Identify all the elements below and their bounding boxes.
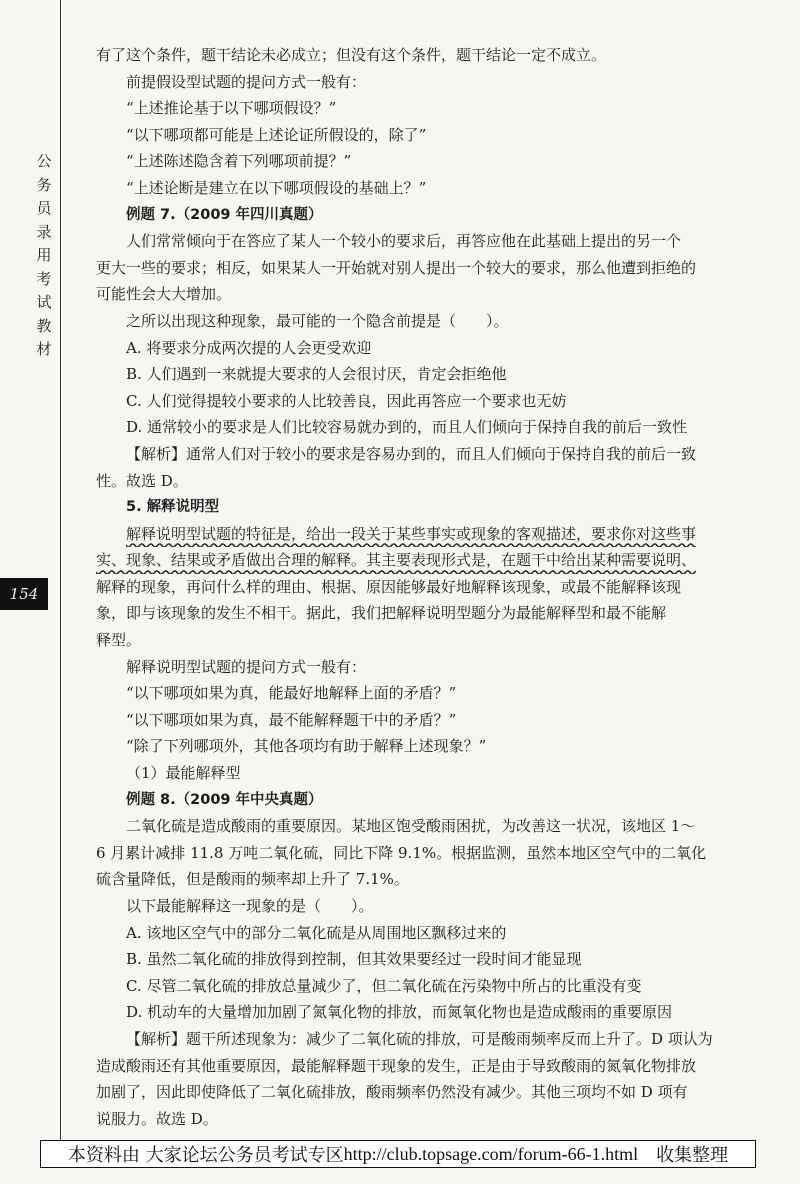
- text-line: [96, 414, 760, 441]
- sidebar-char: 考: [36, 269, 52, 288]
- text-line: [96, 468, 760, 495]
- line-text: C. 人们觉得提较小要求的人比较善良，因此再答应一个要求也无妨: [126, 391, 567, 410]
- text-line: [96, 893, 760, 920]
- footer-url-link[interactable]: http://club.topsage.com/forum-66-1.html: [343, 1143, 639, 1164]
- line-text: 人们常常倾向于在答应了某人一个较小的要求后，再答应他在此基础上提出的另一个: [126, 232, 682, 251]
- line-text: 例题 7.（2009 年四川真题）: [126, 206, 323, 223]
- line-text: 例题 8.（2009 年中央真题）: [126, 791, 323, 808]
- text-line: [96, 175, 760, 202]
- text-line: [96, 920, 760, 947]
- text-line: [96, 122, 760, 149]
- text-line: [96, 707, 760, 734]
- line-text: 加剧了，因此即使降低了二氧化硫排放，酸雨频率仍然没有减少。其他三项均不如 D 项有: [96, 1083, 688, 1102]
- line-text: D. 通常较小的要求是人们比较容易就办到的，而且人们倾向于保持自我的前后一致性: [126, 418, 688, 437]
- text-line: [96, 547, 760, 574]
- line-text: C. 尽管二氧化硫的排放总量减少了，但二氧化硫在污染物中所占的比重没有变: [126, 976, 642, 995]
- sidebar-char: 员: [36, 199, 52, 217]
- text-line: [96, 42, 760, 69]
- line-text: 之所以出现这种现象，最可能的一个隐含前提是（ ）。: [126, 311, 509, 330]
- line-text: 6 月累计减排 11.8 万吨二氧化硫，同比下降 9.1%。根据监测，虽然本地区空气中的二氧化: [96, 843, 707, 862]
- text-line: [96, 866, 760, 893]
- text-line: [96, 680, 760, 707]
- line-text: “以下哪项如果为真，最不能解释题干中的矛盾？”: [126, 710, 457, 729]
- line-text: 解释的现象，再问什么样的理由、根据、原因能够最好地解释该现象，或最不能解释该现: [96, 577, 682, 596]
- line-text: 可能性会大大增加。: [96, 285, 232, 304]
- page-number: 154: [9, 585, 39, 603]
- text-line: [96, 733, 760, 760]
- page-number-tab: [0, 578, 48, 610]
- text-line: [96, 574, 760, 601]
- line-text: A. 该地区空气中的部分二氧化硫是从周围地区飘移过来的: [126, 923, 507, 942]
- line-text: A. 将要求分成两次提的人会更受欢迎: [126, 338, 372, 357]
- sidebar-char: 录: [36, 222, 52, 241]
- line-text: D. 机动车的大量增加加剧了氮氧化物的排放，而氮氧化物也是造成酸雨的重要原因: [126, 1003, 673, 1022]
- footer-banner: [40, 1140, 756, 1168]
- section-heading: [96, 494, 760, 521]
- footer-prefix: 本资料由 大家论坛公务员考试专区: [67, 1145, 344, 1166]
- text-line: [96, 388, 760, 415]
- line-text: “除了下列哪项外，其他各项均有助于解释上述现象？”: [126, 737, 487, 756]
- line-text: “上述推论基于以下哪项假设？”: [126, 99, 337, 118]
- line-text: B. 虽然二氧化硫的排放得到控制，但其效果要经过一段时间才能显现: [126, 950, 582, 969]
- sidebar-char: 公: [36, 152, 52, 170]
- text-line: [96, 999, 760, 1026]
- line-text: “以下哪项如果为真，能最好地解释上面的矛盾？”: [126, 684, 457, 703]
- sidebar-char: 务: [36, 175, 52, 194]
- line-text: 实、现象、结果或矛盾做出合理的解释。其主要表现形式是，在题干中给出某种需要说明、: [96, 551, 697, 570]
- line-text: 硫含量降低，但是酸雨的频率却上升了 7.1%。: [96, 870, 409, 889]
- line-text: （1）最能解释型: [126, 764, 241, 783]
- text-line: [96, 946, 760, 973]
- text-line: [96, 335, 760, 362]
- footer-suffix: 收集整理: [656, 1145, 729, 1166]
- text-line: [96, 228, 760, 255]
- line-text: 解释说明型试题的特征是，给出一段关于某些事实或现象的客观描述，要求你对这些事: [126, 524, 697, 543]
- line-text: “以下哪项都可能是上述论证所假设的，除了”: [126, 125, 427, 144]
- text-line: [96, 1026, 760, 1053]
- sidebar-book-title: [34, 150, 54, 362]
- line-text: 以下最能解释这一现象的是（ ）。: [126, 897, 374, 915]
- line-text: 更大一些的要求；相反，如果某人一开始就对别人提出一个较大的要求，那么他遭到拒绝的: [96, 258, 697, 277]
- text-line: [96, 600, 760, 627]
- text-line: [96, 813, 760, 840]
- line-text: 前提假设型试题的提问方式一般有：: [126, 72, 367, 91]
- text-line: [96, 441, 760, 468]
- text-line: [96, 281, 760, 308]
- line-text: 【解析】通常人们对于较小的要求是容易办到的，而且人们倾向于保持自我的前后一致: [126, 444, 697, 463]
- line-text: 造成酸雨还有其他重要原因，最能解释题干现象的发生，正是由于导致酸雨的氮氧化物排放: [96, 1056, 697, 1075]
- sidebar-char: 用: [36, 246, 52, 264]
- line-text: “上述论断是建立在以下哪项假设的基础上？”: [126, 178, 427, 197]
- line-text: B. 人们遇到一来就提大要求的人会很讨厌，肯定会拒绝他: [126, 365, 507, 384]
- line-text: 象，即与该现象的发生不相干。据此，我们把解释说明型题分为最能解释型和最不能解: [96, 604, 667, 623]
- text-line: [96, 95, 760, 122]
- text-line: [96, 69, 760, 96]
- line-text: 【解析】题干所述现象为：减少了二氧化硫的排放，可是酸雨频率反而上升了。D 项认为: [126, 1029, 713, 1048]
- text-line: [96, 308, 760, 335]
- line-text: “上述陈述隐含着下列哪项前提？”: [126, 152, 352, 171]
- text-line: [96, 973, 760, 1000]
- text-line: [96, 361, 760, 388]
- text-line: [96, 1106, 760, 1133]
- text-line: [96, 840, 760, 867]
- sidebar-char: 材: [36, 340, 52, 358]
- text-line: [96, 255, 760, 282]
- line-text: 有了这个条件，题干结论未必成立；但没有这个条件，题干结论一定不成立。: [96, 46, 607, 64]
- line-text: 释型。: [96, 631, 142, 650]
- margin-rule: [60, 0, 61, 1142]
- line-text: 说服力。故选 D。: [96, 1109, 218, 1128]
- section-heading: [96, 787, 760, 814]
- text-line: [96, 1053, 760, 1080]
- text-line: [96, 654, 760, 681]
- text-line: [96, 148, 760, 175]
- text-line: [96, 627, 760, 654]
- line-text: 5. 解释说明型: [126, 499, 220, 516]
- text-line: [96, 521, 760, 548]
- section-heading: [96, 202, 760, 229]
- text-line: [96, 760, 760, 787]
- line-text: 性。故选 D。: [96, 471, 188, 490]
- text-line: [96, 1079, 760, 1106]
- page-body: [96, 42, 760, 1132]
- sidebar-char: 教: [36, 316, 52, 335]
- line-text: 二氧化硫是造成酸雨的重要原因。某地区饱受酸雨困扰，为改善这一状况，该地区 1～: [126, 817, 696, 836]
- line-text: 解释说明型试题的提问方式一般有：: [126, 657, 367, 676]
- sidebar-char: 试: [36, 293, 52, 311]
